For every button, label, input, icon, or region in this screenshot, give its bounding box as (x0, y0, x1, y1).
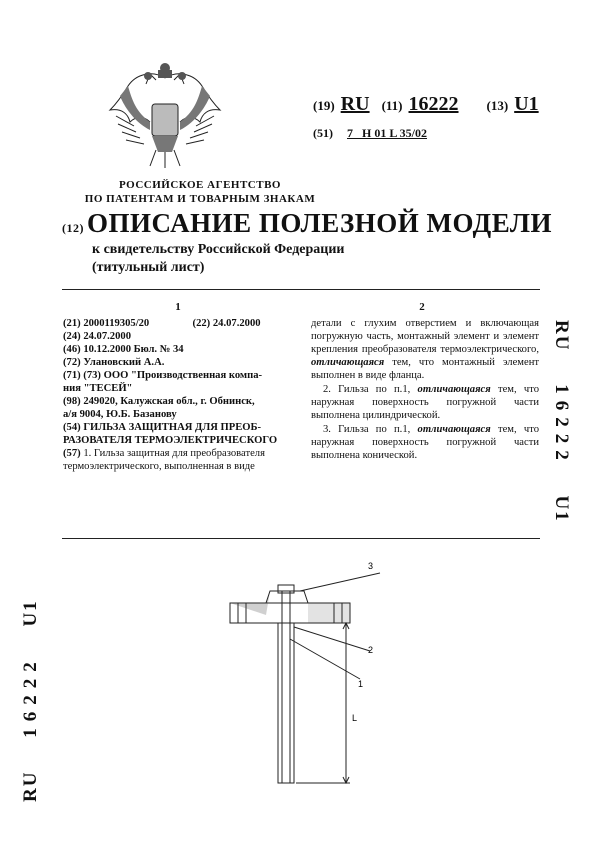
label-46: (46) (63, 344, 81, 355)
claim-3 (311, 423, 539, 462)
field-21-22 (63, 317, 289, 330)
value-98-line2: а/я 9004, Ю.Б. Базанову (63, 409, 177, 420)
field-57 (63, 447, 289, 460)
claim-1-text-a: детали с глухим отверстием и включающая погружную часть, монтажный элемент и элемент крепления преобразователя термоэлектрического, (311, 318, 539, 355)
label-72: (72) (63, 357, 81, 368)
patent-number: 16222 (408, 93, 459, 115)
code-12: (12) (62, 221, 84, 235)
label-57: (57) (63, 448, 81, 459)
claim-2-text-a: 2. Гильза по п.1, (323, 384, 418, 395)
value-57-line2: термоэлектрического, выполненная в виде (63, 461, 255, 472)
claim-3-text-a: 3. Гильза по п.1, (323, 424, 418, 435)
figure-label-1: 1 (358, 679, 364, 689)
value-71-line2: ния "ТЕСЕЙ" (63, 383, 133, 394)
side-left-number: 16222 (20, 655, 41, 738)
side-right-number: 16222 (551, 384, 572, 467)
label-71-73: (71) (73) (63, 370, 101, 381)
side-left-kind: U1 (20, 599, 41, 627)
code-13: (13) (486, 98, 509, 113)
value-46: 10.12.2000 Бюл. № 34 (83, 344, 184, 355)
ipc-class: 7 H 01 L 35/02 (347, 126, 428, 140)
document-subtitle (92, 241, 345, 277)
field-46 (63, 343, 289, 356)
column-number-right: 2 (419, 301, 425, 313)
document-title (62, 208, 552, 239)
immersion-tube (278, 623, 294, 783)
field-72 (63, 356, 289, 369)
agency-name (80, 178, 320, 206)
technical-drawing (200, 555, 400, 800)
field-54 (63, 421, 289, 434)
claim-3-text-b: тем, что наружная поверхность погружной части выполнена конической. (311, 424, 539, 461)
side-marker-left (20, 599, 42, 802)
side-marker-right (550, 320, 572, 523)
claim-1-emphasis: отличающаяся (311, 357, 385, 368)
label-54: (54) (63, 422, 81, 433)
value-72: Улановский А.А. (83, 357, 165, 368)
value-21: 2000119305/20 (83, 318, 150, 329)
divider-top (62, 289, 540, 290)
value-57-line1: 1. Гильза защитная для преобразователя (83, 448, 265, 459)
publication-codes (313, 93, 539, 116)
claim-2-emphasis: отличающаяся (417, 384, 491, 395)
bibliographic-data (63, 317, 289, 473)
value-54-line2: РАЗОВАТЕЛЯ ТЕРМОЭЛЕКТРИЧЕСКОГО (63, 435, 278, 446)
agency-line-1: РОССИЙСКОЕ АГЕНТСТВО (119, 179, 281, 191)
claim-1-text-b: тем, что монтажный элемент выполнен в виде фланца. (311, 357, 539, 381)
subtitle-line-2: (титульный лист) (92, 260, 205, 275)
value-71-line1: ООО "Производственная компа- (103, 370, 263, 381)
side-left-country: RU (20, 770, 41, 802)
field-98 (63, 395, 289, 408)
label-24: (24) (63, 331, 81, 342)
title-text: ОПИСАНИЕ ПОЛЕЗНОЙ МОДЕЛИ (87, 208, 553, 238)
column-number-left: 1 (175, 301, 181, 313)
figure-label-3: 3 (368, 561, 374, 571)
ipc-row (313, 126, 427, 141)
code-11: (11) (381, 98, 403, 113)
value-24: 24.07.2000 (83, 331, 131, 342)
state-emblem-icon (106, 60, 224, 172)
side-right-country: RU (551, 320, 572, 352)
side-right-kind: U1 (551, 495, 572, 523)
figure-label-L: L (352, 713, 358, 723)
claims (311, 317, 539, 463)
kind-code: U1 (514, 93, 539, 115)
claim-2-text-b: тем, что наружная поверхность погружной части выполнена цилиндрической. (311, 384, 539, 421)
divider-bottom (62, 538, 540, 539)
claim-2 (311, 383, 539, 422)
agency-line-2: ПО ПАТЕНТАМ И ТОВАРНЫМ ЗНАКАМ (84, 193, 316, 205)
value-22: 24.07.2000 (212, 318, 261, 329)
leader-3 (300, 573, 380, 591)
claim-3-emphasis: отличающаяся (417, 424, 491, 435)
country-code: RU (340, 93, 370, 115)
value-54-line1: ГИЛЬЗА ЗАЩИТНАЯ ДЛЯ ПРЕОБ- (83, 422, 262, 433)
claim-1 (311, 317, 539, 382)
field-71-73 (63, 369, 289, 382)
field-24 (63, 330, 289, 343)
label-21: (21) (63, 318, 81, 329)
label-22: (22) (192, 318, 211, 329)
figure-label-2: 2 (368, 645, 374, 655)
subtitle-line-1: к свидетельству Российской Федерации (92, 242, 345, 257)
code-51: (51) (313, 126, 333, 140)
label-98: (98) (63, 396, 81, 407)
code-19: (19) (313, 98, 335, 113)
value-98-line1: 249020, Калужская обл., г. Обнинск, (83, 396, 255, 407)
